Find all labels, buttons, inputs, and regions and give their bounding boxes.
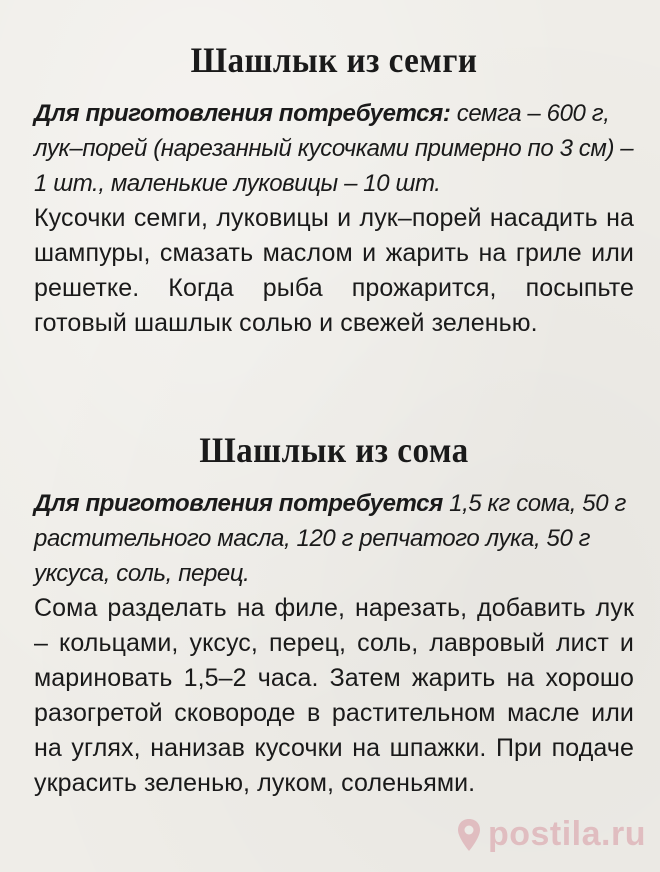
recipe-title: Шашлык из сома (199, 430, 469, 470)
ingredients-lead: Для приготовления потребуется: (34, 100, 451, 127)
ingredients-list: семга – 600 г, лук–порей (нарезанный кусочками примерно по 3 см) – 1 шт., маленькие луковицы – 10 шт. (34, 100, 634, 197)
ingredients-lead: Для приготовления потребуется (34, 490, 443, 517)
recipe-catfish-kebab (34, 428, 634, 801)
ingredients-paragraph (34, 96, 634, 201)
recipe-title: Шашлык из семги (190, 40, 478, 80)
method-paragraph: Кусочки семги, луковицы и лук–порей насадить на шампуры, смазать маслом и жарить на гриле или решетке. Когда рыба прожарится, посыпьте готовый шашлык солью и свежей зеленью. (34, 204, 634, 337)
watermark-text: postila.ru (487, 815, 646, 853)
ingredients-paragraph (34, 486, 634, 591)
method-paragraph: Сома разделать на филе, нарезать, добавить лук – кольцами, уксус, перец, соль, лавровый лист и мариновать 1,5–2 часа. Затем жарить на хорошо разогретой сковороде в растительном масле или на углях, нанизав кусочки на шпажки. При подаче украсить зеленью, луком, соленьями. (34, 594, 634, 797)
recipe-salmon-kebab (34, 38, 634, 341)
pin-icon (456, 818, 482, 852)
ingredients-list: 1,5 кг сома, 50 г растительного масла, 120 г репчатого лука, 50 г уксуса, соль, перец. (34, 490, 626, 587)
watermark (456, 815, 646, 854)
